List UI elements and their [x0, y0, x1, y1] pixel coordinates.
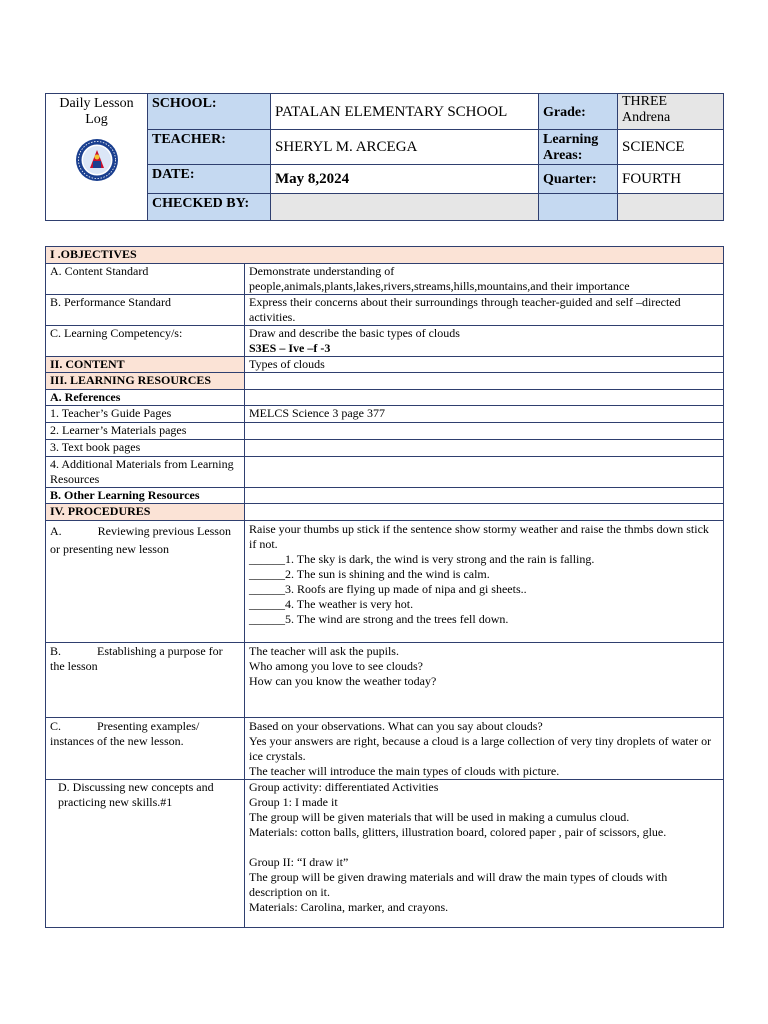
procedure-d-line: Materials: cotton balls, glitters, illustration board, colored paper , pair of scissors, glue. — [249, 825, 667, 839]
procedure-c-cell — [245, 718, 724, 780]
procedure-a-item: ______5. The wind are strong and the trees fell down. — [249, 612, 509, 626]
learning-area-value: SCIENCE — [618, 130, 724, 165]
date-value: May 8,2024 — [271, 165, 539, 194]
procedure-b-label: B. Establishing a purpose for the lesson — [46, 643, 245, 718]
references-blank — [245, 390, 724, 406]
spacer — [249, 840, 719, 855]
deped-seal-icon — [75, 138, 119, 182]
grade-cell — [618, 94, 724, 130]
procedure-d-label: D. Discussing new concepts and practicing new skills.#1 — [46, 780, 245, 928]
content-standard-line2: people,animals,plants,lakes,rivers,streams,hills,mountains,and their importance — [249, 279, 630, 293]
textbook-blank — [245, 440, 724, 457]
performance-standard-label: B. Performance Standard — [46, 295, 245, 326]
header-table — [45, 93, 724, 221]
learning-areas-label: Learning Areas: — [539, 130, 618, 165]
procedure-a-cell — [245, 521, 724, 643]
additional-materials-blank — [245, 457, 724, 488]
procedure-c-line: The teacher will introduce the main types of clouds with picture. — [249, 764, 560, 778]
tg-label: 1. Teacher’s Guide Pages — [46, 406, 245, 423]
competency-value: Draw and describe the basic types of clouds — [249, 326, 460, 340]
quarter-value: FOURTH — [618, 165, 724, 194]
lm-label: 2. Learner’s Materials pages — [46, 423, 245, 440]
competency-code: S3ES – Ive –f -3 — [249, 341, 331, 355]
other-resources-blank — [245, 488, 724, 504]
procedure-b-cell — [245, 643, 724, 718]
resources-blank — [245, 373, 724, 390]
procedure-d-line: The group will be given drawing materials and will draw the main types of clouds with description on it. — [249, 870, 668, 899]
teacher-label: TEACHER: — [148, 130, 271, 165]
resources-heading: III. LEARNING RESOURCES — [46, 373, 245, 390]
school-value: PATALAN ELEMENTARY SCHOOL — [271, 94, 539, 130]
lm-blank — [245, 423, 724, 440]
procedure-c-line: Yes your answers are right, because a cloud is a large collection of very tiny droplets of water or ice crystals. — [249, 734, 712, 763]
textbook-label: 3. Text book pages — [46, 440, 245, 457]
performance-standard-value: Express their concerns about their surroundings through teacher-guided and self –directed activities. — [245, 295, 724, 326]
procedure-d-line: Group 1: I made it — [249, 795, 338, 809]
content-heading: II. CONTENT — [46, 357, 245, 373]
log-title: Daily Lesson Log — [59, 96, 134, 127]
teacher-value: SHERYL M. ARCEGA — [271, 130, 539, 165]
procedure-c-label: C. Presenting examples/ instances of the new lesson. — [46, 718, 245, 780]
content-standard-line1: Demonstrate understanding of — [249, 264, 395, 278]
additional-materials-label: 4. Additional Materials from Learning Resources — [46, 457, 245, 488]
checked-by-value — [271, 194, 539, 221]
procedure-a-item: ______2. The sun is shining and the wind is calm. — [249, 567, 490, 581]
procedures-heading: IV. PROCEDURES — [46, 504, 245, 521]
procedure-a-item: ______4. The weather is very hot. — [249, 597, 414, 611]
procedure-d-line: Group II: “I draw it” — [249, 855, 349, 869]
procedure-b-line: Who among you love to see clouds? — [249, 659, 423, 673]
section-value: Andrena — [622, 110, 671, 125]
procedure-d-line: The group will be given materials that will be used in making a cumulus cloud. — [249, 810, 630, 824]
procedure-a-label: A. Reviewing previous Lesson or presenting new lesson — [46, 521, 245, 643]
grade-value: THREE — [622, 94, 668, 109]
school-label: SCHOOL: — [148, 94, 271, 130]
checked-blank-1 — [539, 194, 618, 221]
lesson-table — [45, 246, 724, 928]
other-resources-label: B. Other Learning Resources — [46, 488, 245, 504]
procedure-d-line: Group activity: differentiated Activities — [249, 780, 439, 794]
quarter-label: Quarter: — [539, 165, 618, 194]
procedure-a-item: ______1. The sky is dark, the wind is very strong and the rain is falling. — [249, 552, 595, 566]
objectives-heading: I .OBJECTIVES — [46, 247, 724, 264]
content-standard-label: A. Content Standard — [46, 264, 245, 295]
content-standard-cell — [245, 264, 724, 295]
procedure-c-line: Based on your observations. What can you say about clouds? — [249, 719, 543, 733]
procedure-b-line: The teacher will ask the pupils. — [249, 644, 399, 658]
procedure-d-cell — [245, 780, 724, 928]
procedure-a-intro: Raise your thumbs up stick if the sentence show stormy weather and raise the thmbs down stick if not. — [249, 522, 709, 551]
procedure-a-item: ______3. Roofs are flying up made of nipa and gi sheets.. — [249, 582, 527, 596]
references-label: A. References — [46, 390, 245, 406]
procedure-d-line: Materials: Carolina, marker, and crayons. — [249, 900, 449, 914]
tg-value: MELCS Science 3 page 377 — [245, 406, 724, 423]
procedure-b-line: How can you know the weather today? — [249, 674, 437, 688]
checked-blank-2 — [618, 194, 724, 221]
competency-label: C. Learning Competency/s: — [46, 326, 245, 357]
procedures-blank — [245, 504, 724, 521]
content-value: Types of clouds — [245, 357, 724, 373]
logo-cell — [46, 94, 148, 221]
grade-label: Grade: — [539, 94, 618, 130]
date-label: DATE: — [148, 165, 271, 194]
checked-by-label: CHECKED BY: — [148, 194, 271, 221]
competency-cell — [245, 326, 724, 357]
